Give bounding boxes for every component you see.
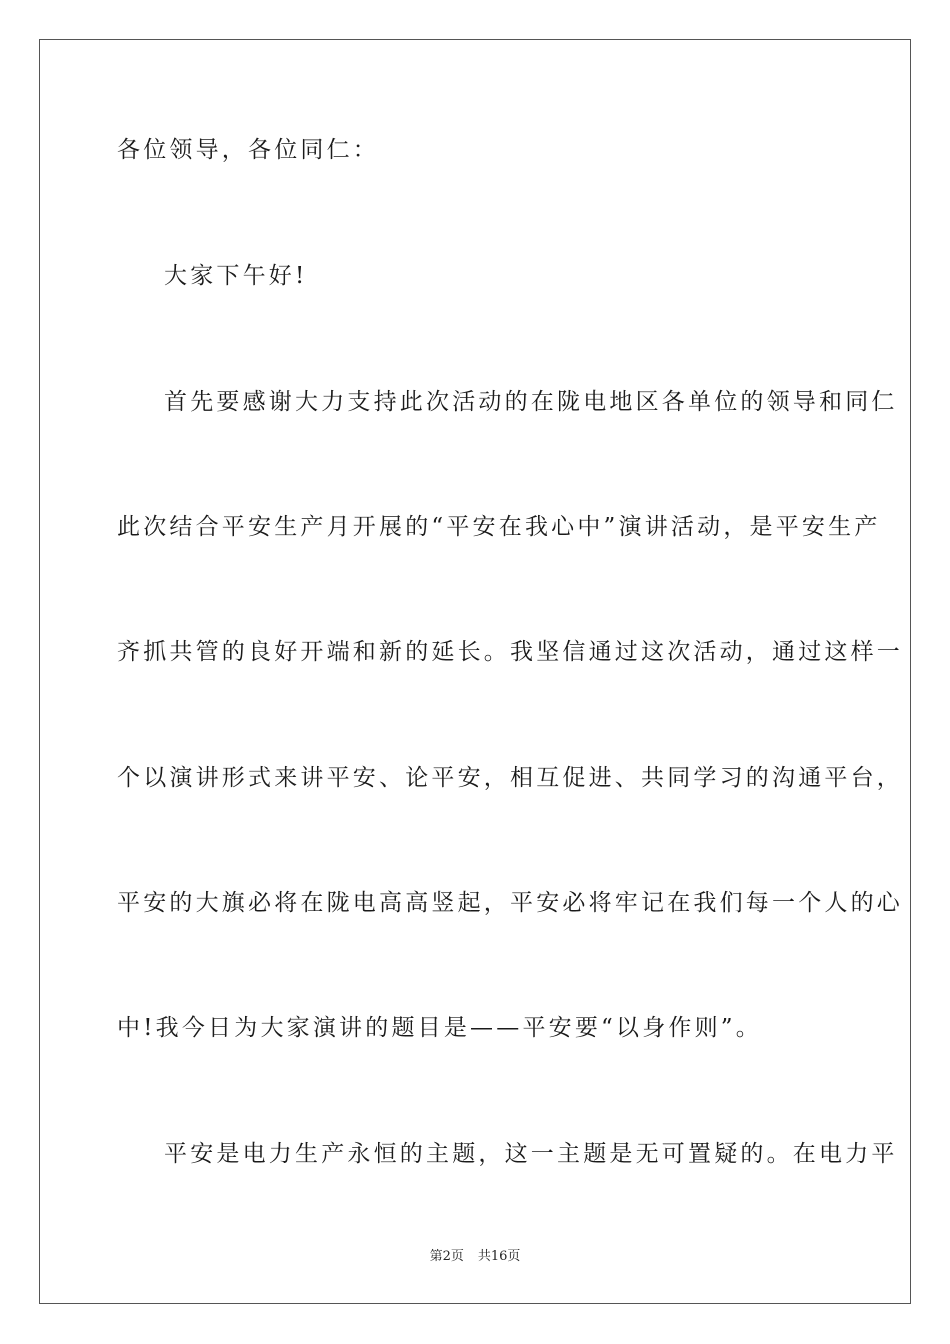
page-border [39, 39, 911, 1304]
paragraph-1-line-4: 个以演讲形式来讲平安、论平安，相互促进、共同学习的沟通平台， [117, 765, 903, 791]
salutation-line: 各位领导，各位同仁： [117, 137, 379, 163]
paragraph-1-line-6: 中!我今日为大家演讲的题目是——平安要“以身作则”。 [117, 1015, 762, 1041]
greeting-line: 大家下午好! [164, 263, 308, 289]
paragraph-1-line-1: 首先要感谢大力支持此次活动的在陇电地区各单位的领导和同仁 [164, 389, 898, 415]
paragraph-1-line-3: 齐抓共管的良好开端和新的延长。我坚信通过这次活动，通过这样一 [117, 639, 903, 665]
page-number: 第2页 [429, 1249, 464, 1264]
page-footer [0, 1248, 950, 1266]
page-total: 共16页 [477, 1249, 521, 1264]
paragraph-2-line-1: 平安是电力生产永恒的主题，这一主题是无可置疑的。在电力平 [164, 1141, 898, 1167]
paragraph-1-line-2: 此次结合平安生产月开展的“平安在我心中”演讲活动，是平安生产 [117, 514, 881, 540]
paragraph-1-line-5: 平安的大旗必将在陇电高高竖起，平安必将牢记在我们每一个人的心 [117, 890, 903, 916]
